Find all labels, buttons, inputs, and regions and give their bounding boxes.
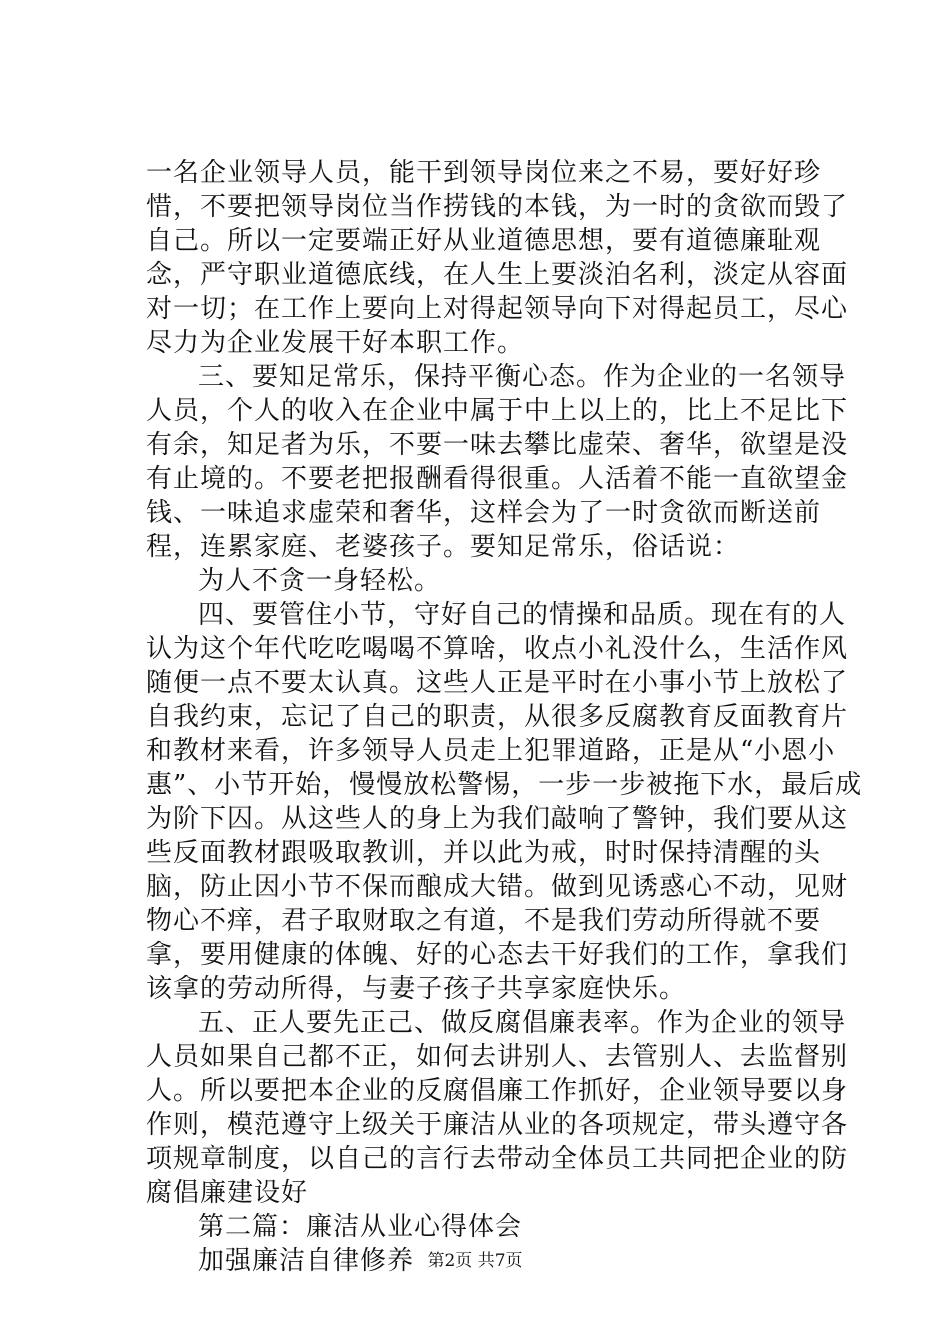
paragraph-saying: 为人不贪一身轻松。 (198, 566, 442, 596)
paragraph-section-three: 三、要知足常乐，保持平衡心态。作为企业的一名领导人员，个人的收入在企业中属于中上以上的，比上不足比下有余，知足者为乐，不要一味去攀比虚荣、奢华，欲望是没有止境的。不要老把报酬看得很重。人活着不能一直欲望金钱、一味追求虚荣和奢华，这样会为了一时贪欲而断送前程，连累家庭、老婆孩子。要知足常乐，俗话说： (146, 362, 849, 562)
document-body (146, 156, 866, 1278)
part-two-subheading: 加强廉洁自律修养 (198, 1246, 415, 1276)
part-two-heading: 第二篇：廉洁从业心得体会 (198, 1212, 523, 1242)
page-number-footer: 第2页 共7页 (427, 1251, 523, 1271)
paragraph-section-four: 四、要管住小节，守好自己的情操和品质。现在有的人认为这个年代吃吃喝喝不算啥，收点小礼没什么，生活作风随便一点不要太认真。这些人正是平时在小事小节上放松了自我约束，忘记了自己的职责，从很多反腐教育反面教育片和教材来看，许多领导人员走上犯罪道路，正是从“小恩小惠”、小节开始，慢慢放松警惕，一步一步被拖下水，最后成为阶下囚。从这些人的身上为我们敲响了警钟，我们要从这些反面教材跟吸取教训，并以此为戒，时时保持清醒的头脑，防止因小节不保而酿成大错。做到见诱惑心不动，见财物心不痒，君子取财取之有道，不是我们劳动所得就不要拿，要用健康的体魄、好的心态去干好我们的工作，拿我们该拿的劳动所得，与妻子孩子共享家庭快乐。 (146, 600, 863, 1004)
paragraph-section-five: 五、正人要先正己、做反腐倡廉表率。作为企业的领导人员如果自己都不正，如何去讲别人、去管别人、去监督别人。所以要把本企业的反腐倡廉工作抓好，企业领导要以身作则，模范遵守上级关于廉洁从业的各项规定，带头遵守各项规章制度，以自己的言行去带动全体员工共同把企业的防腐倡廉建设好 (146, 1008, 849, 1208)
paragraph-intro: 一名企业领导人员，能干到领导岗位来之不易，要好好珍惜，不要把领导岗位当作捞钱的本钱，为一时的贪欲而毁了自己。所以一定要端正好从业道德思想，要有道德廉耻观念，严守职业道德底线，在人生上要淡泊名利，淡定从容面对一切；在工作上要向上对得起领导向下对得起员工，尽心尽力为企业发展干好本职工作。 (146, 158, 849, 358)
